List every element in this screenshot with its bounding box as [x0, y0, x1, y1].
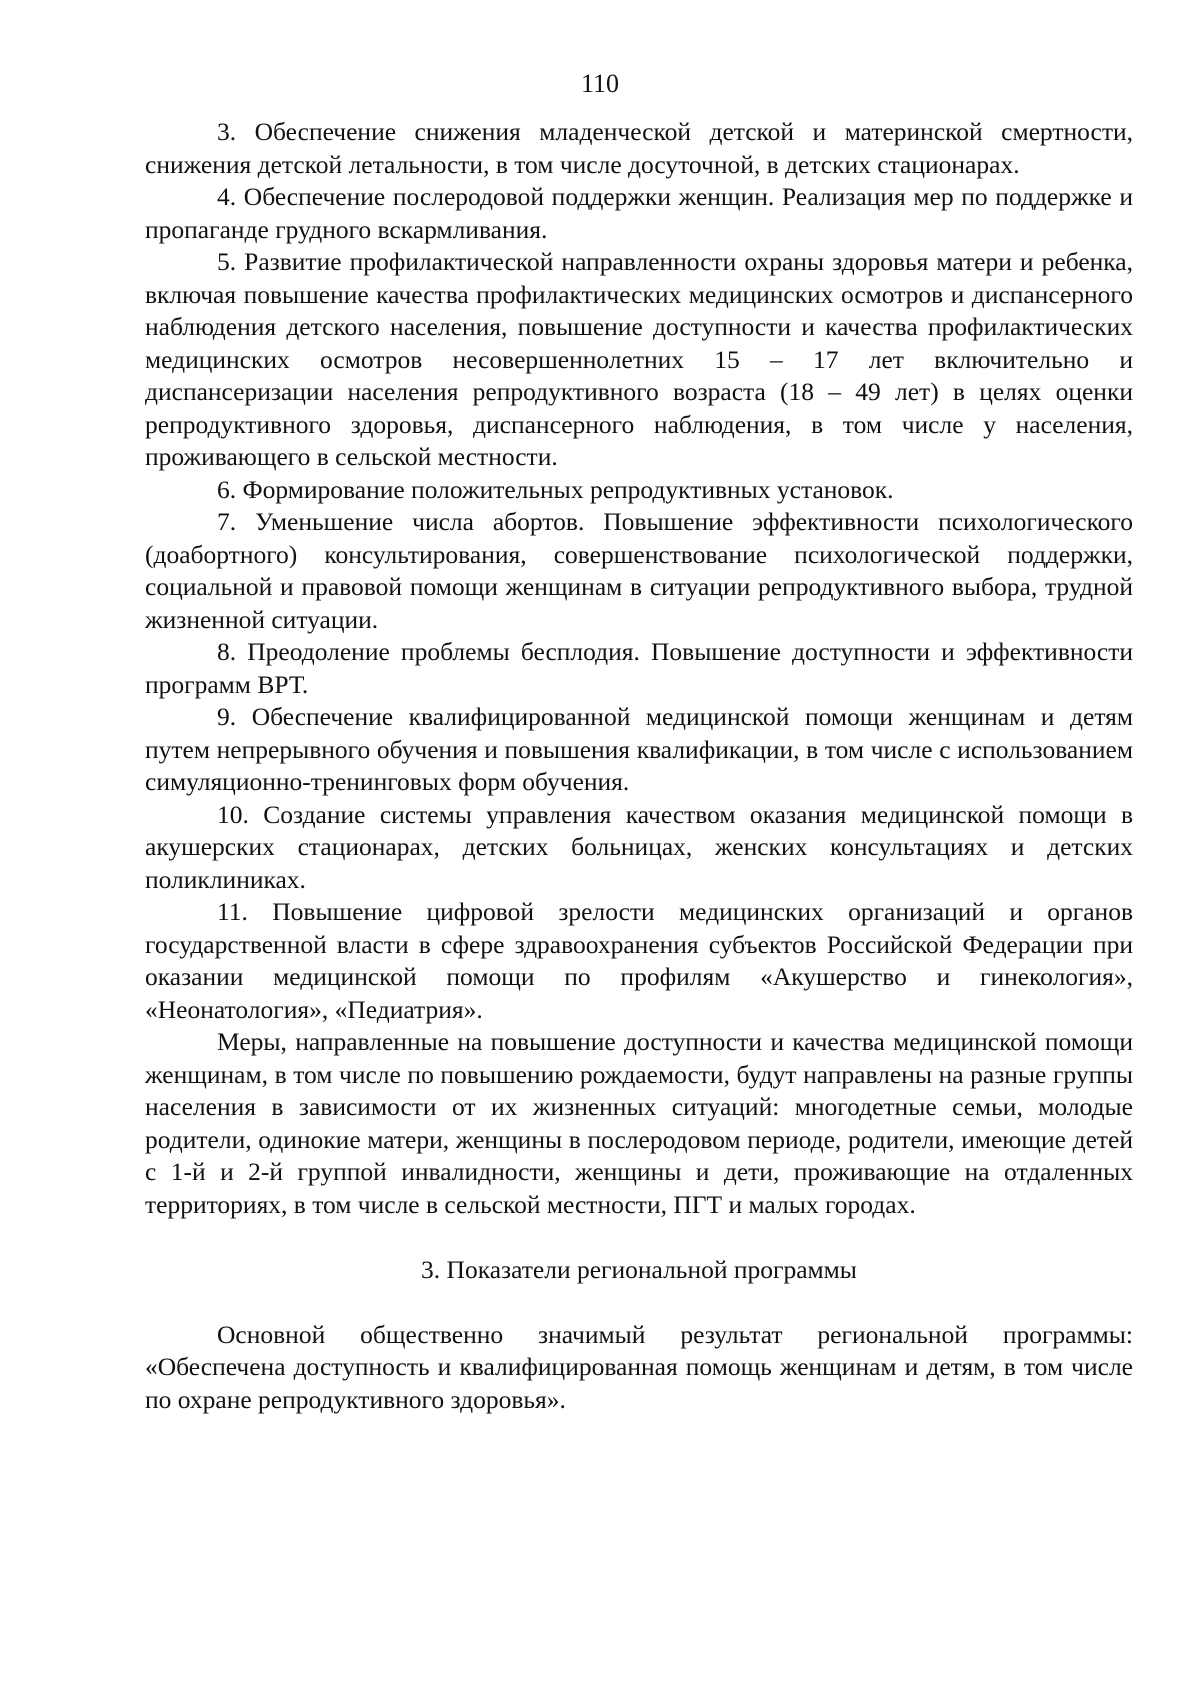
document-body	[145, 116, 1133, 1416]
paragraph-item-6: 6. Формирование положительных репродуктивных установок.	[217, 474, 894, 504]
paragraph-item-8: 8. Преодоление проблемы бесплодия. Повышение доступности и эффективности программ ВРТ.	[145, 637, 1133, 699]
paragraph-item-3: 3. Обеспечение снижения младенческой детской и материнской смертности, снижения детской летальности, в том числе досуточной, в детских стационарах.	[145, 117, 1133, 179]
paragraph-item-5: 5. Развитие профилактической направленности охраны здоровья матери и ребенка, включая повышение качества профилактических медицинских осмотров и диспансерного наблюдения детского населения, повышение доступности и качества профилактических медицинских осмотров несовершеннолетних 15 – 17 лет включительно и диспансеризации населения репродуктивного возраста (18 – 49 лет) в целях оценки репродуктивного здоровья, диспансерного наблюдения, в том числе у населения, проживающего в сельской местности.	[145, 247, 1133, 471]
paragraph-item-11: 11. Повышение цифровой зрелости медицинских организаций и органов государственной власти в сфере здравоохранения субъектов Российской Федерации при оказании медицинской помощи по профилям «Акушерство и гинекология», «Неонатология», «Педиатрия».	[145, 897, 1133, 1024]
paragraph-item-4: 4. Обеспечение послеродовой поддержки женщин. Реализация мер по поддержке и пропаганде грудного вскармливания.	[145, 182, 1133, 244]
paragraph-main-result: Основной общественно значимый результат региональной программы: «Обеспечена доступность и квалифицированная помощь женщинам и детям, в том числе по охране репродуктивного здоровья».	[145, 1319, 1133, 1414]
page-number: 110	[580, 69, 620, 98]
paragraph-item-7: 7. Уменьшение числа абортов. Повышение эффективности психологического (доабортного) консультирования, совершенствование психологической поддержки, социальной и правовой помощи женщинам в ситуации репродуктивного выбора, трудной жизненной ситуации.	[145, 507, 1133, 634]
section-heading: 3. Показатели региональной программы	[421, 1255, 857, 1284]
paragraph-item-10: 10. Создание системы управления качеством оказания медицинской помощи в акушерских стационарах, детских больницах, женских консультациях и детских поликлиниках.	[145, 799, 1133, 894]
paragraph-item-9: 9. Обеспечение квалифицированной медицинской помощи женщинам и детям путем непрерывного обучения и повышения квалификации, в том числе с использованием симуляционно-тренинговых форм обучения.	[145, 702, 1133, 796]
paragraph-measures: Меры, направленные на повышение доступности и качества медицинской помощи женщинам, в том числе по повышению рождаемости, будут направлены на разные группы населения в зависимости от их жизненных ситуаций: многодетные семьи, молодые родители, одинокие матери, женщины в послеродовом периоде, родители, имеющие детей с 1-й и 2-й группой инвалидности, женщины и дети, проживающие на отдаленных территориях, в том числе в сельской местности, ПГТ и малых городах.	[145, 1027, 1133, 1219]
